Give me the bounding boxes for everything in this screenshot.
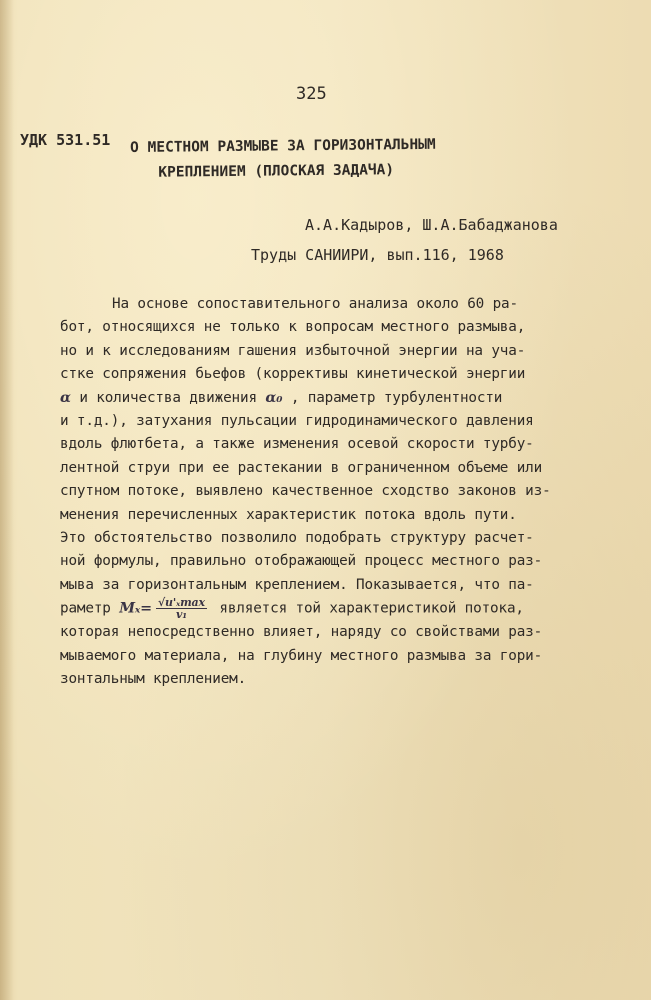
body-line: вдоль флютбета, а также изменения осевой скорости турбу- bbox=[60, 436, 534, 453]
alpha-symbol: α bbox=[60, 389, 71, 406]
title-line-1: О МЕСТНОМ РАЗМЫВЕ ЗА ГОРИЗОНТАЛЬНЫМ bbox=[130, 136, 436, 156]
formula-numerator: √u'ₓmax bbox=[157, 596, 205, 610]
body-line: мыва за горизонтальным креплением. Показывается, что па- bbox=[60, 576, 534, 593]
page-edge-shadow bbox=[0, 0, 14, 1000]
body-line: На основе сопоставительного анализа около 60 ра- bbox=[112, 296, 518, 312]
body-line: Это обстоятельство позволило подобрать структуру расчет- bbox=[60, 530, 534, 547]
body-line: менения перечисленных характеристик потока вдоль пути. bbox=[60, 506, 517, 523]
body-line: ной формулы, правильно отображающей процесс местного раз- bbox=[60, 553, 543, 570]
body-line: спутном потоке, выявлено качественное сходство законов из- bbox=[60, 483, 551, 500]
body-line: лентной струи при ее растекании в ограниченном объеме или bbox=[60, 459, 543, 476]
body-line: но и к исследованиям гашения избыточной энергии на уча- bbox=[60, 342, 526, 359]
body-line bbox=[60, 597, 600, 621]
body-line: мываемого материала, на глубину местного размыва за гори- bbox=[60, 647, 543, 664]
body-line: бот, относящихся не только к вопросам местного размыва, bbox=[60, 319, 526, 336]
udk-code: УДК 531.51 bbox=[20, 131, 111, 149]
handwritten-formula bbox=[156, 597, 207, 620]
body-line: зонтальным креплением. bbox=[60, 671, 247, 687]
alpha-zero-symbol: α₀ bbox=[265, 389, 283, 406]
article-title bbox=[130, 133, 436, 186]
body-line: которая непосредственно влияет, наряду со свойствами раз- bbox=[60, 624, 543, 641]
abstract-body bbox=[60, 293, 600, 691]
formula-denominator: v₁ bbox=[175, 608, 187, 622]
body-text: и количества движения bbox=[70, 389, 266, 406]
body-line: стке сопряжения бьефов (коррективы кинетической энергии bbox=[60, 366, 526, 383]
publication-source: Труды САНИИРИ, вып.116, 1968 bbox=[251, 246, 504, 264]
title-line-2: КРЕПЛЕНИЕМ (ПЛОСКАЯ ЗАДАЧА) bbox=[158, 162, 395, 181]
page-number: 325 bbox=[296, 84, 327, 104]
authors: А.А.Кадыров, Ш.А.Бабаджанова bbox=[305, 216, 558, 234]
body-line bbox=[60, 387, 600, 410]
body-line: и т.д.), затухания пульсации гидродинамического давления bbox=[60, 413, 534, 430]
body-text: , параметр турбулентности bbox=[282, 389, 503, 406]
body-text: раметр bbox=[60, 600, 120, 617]
mx-symbol: Mₓ= bbox=[119, 600, 152, 617]
body-text: является той характеристикой потока, bbox=[210, 600, 524, 617]
